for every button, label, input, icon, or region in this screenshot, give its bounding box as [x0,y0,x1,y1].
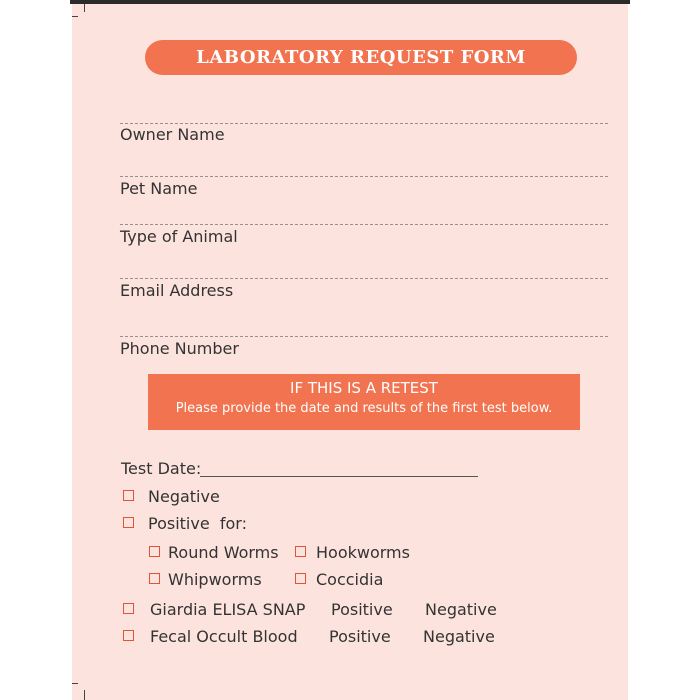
owner-name-line[interactable] [120,123,608,124]
crop-mark [72,16,78,17]
fecal-occult-checkbox[interactable] [123,630,134,641]
test-date-label: Test Date: [121,459,202,478]
retest-banner [148,374,580,430]
animal-type-line[interactable] [120,224,608,225]
phone-label: Phone Number [120,339,239,358]
pet-name-label: Pet Name [120,179,198,198]
negative-label: Negative [148,487,220,506]
round-worms-label: Round Worms [168,543,279,562]
email-line[interactable] [120,278,608,279]
test-date-input-line[interactable] [200,476,478,477]
giardia-positive[interactable]: Positive [331,600,393,619]
hookworms-checkbox[interactable] [295,546,306,557]
fecal-occult-negative[interactable]: Negative [423,627,495,646]
coccidia-label: Coccidia [316,570,384,589]
pet-name-line[interactable] [120,176,608,177]
owner-name-label: Owner Name [120,125,225,144]
crop-mark [84,690,85,700]
whipworms-checkbox[interactable] [149,573,160,584]
form-title: LABORATORY REQUEST FORM [145,40,577,75]
giardia-negative[interactable]: Negative [425,600,497,619]
retest-subtext: Please provide the date and results of the first test below. [175,401,553,416]
email-label: Email Address [120,281,234,300]
phone-line[interactable] [120,336,608,337]
hookworms-label: Hookworms [316,543,410,562]
negative-checkbox[interactable] [123,490,134,501]
positive-for-label: Positive for: [148,514,247,533]
animal-type-label: Type of Animal [120,227,238,246]
positive-for-checkbox[interactable] [123,517,134,528]
retest-heading: IF THIS IS A RETEST [290,379,438,397]
crop-mark [72,683,78,684]
fecal-occult-label: Fecal Occult Blood [150,627,298,646]
whipworms-label: Whipworms [168,570,262,589]
giardia-label: Giardia ELISA SNAP [150,600,306,619]
coccidia-checkbox[interactable] [295,573,306,584]
crop-mark [84,4,85,12]
round-worms-checkbox[interactable] [149,546,160,557]
giardia-checkbox[interactable] [123,603,134,614]
fecal-occult-positive[interactable]: Positive [329,627,391,646]
